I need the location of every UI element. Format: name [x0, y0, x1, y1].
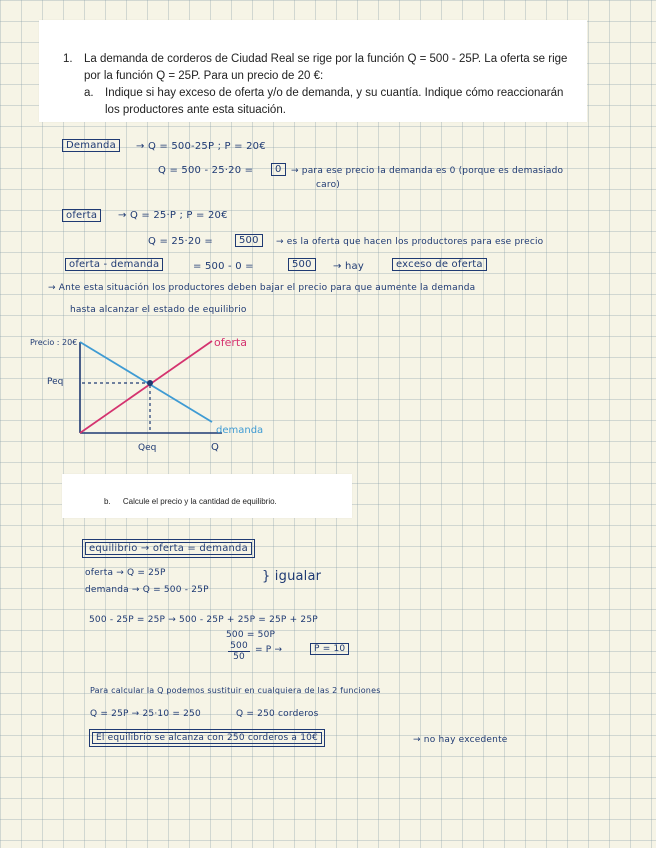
final-conclusion-box: El equilibrio se alcanza con 250 corderos a 10€	[92, 732, 322, 744]
demanda-label: Demanda	[62, 139, 120, 152]
q-axis-label: Q	[211, 442, 219, 453]
subquestion-b-text: Calcule el precio y la cantidad de equilibrio.	[122, 497, 277, 506]
equation-step-2: 500 = 50P	[226, 630, 276, 640]
fraction-denominator: 50	[233, 652, 245, 662]
diff-calc: = 500 - 0 =	[193, 261, 254, 272]
y-top-label: Precio : 20€	[30, 338, 78, 347]
diff-conclusion: exceso de oferta	[392, 258, 487, 271]
oferta-function: oferta → Q = 25P	[85, 568, 166, 578]
p-result: P = 10	[310, 643, 349, 655]
demanda-calc: Q = 500 - 25·20 =	[158, 165, 254, 176]
demanda-result: 0	[271, 163, 286, 176]
demanda-equation: → Q = 500-25P ; P = 20€	[136, 141, 266, 152]
qeq-label: Qeq	[138, 443, 157, 453]
oferta-label: oferta	[62, 209, 101, 222]
equilibrium-point	[147, 380, 153, 386]
final-note: → no hay excedente	[413, 735, 508, 745]
reaction-line-1: → Ante esta situación los productores deben bajar el precio para que aumente la demanda	[48, 283, 476, 293]
subquestion-b-label: b.	[104, 497, 111, 506]
question-line-1: La demanda de corderos de Ciudad Real se rige por la función Q = 500 - 25P. La oferta se rige	[84, 53, 568, 65]
subquestion-a-label: a.	[84, 87, 94, 99]
demanda-note-2: caro)	[316, 180, 340, 190]
igualar-note: } igualar	[262, 569, 322, 584]
equilibrio-box: equilibrio → oferta = demanda	[85, 542, 252, 555]
peq-label: Peq	[47, 377, 64, 387]
diff-label: oferta - demanda	[65, 258, 163, 271]
question-line-2: por la función Q = 25P. Para un precio de 20 €:	[84, 70, 324, 82]
q-result: Q = 250 corderos	[236, 709, 319, 719]
oferta-result: 500	[235, 234, 263, 247]
question-card-2	[62, 474, 352, 518]
equation-step-3: = P →	[255, 645, 283, 655]
supply-demand-graph	[0, 328, 300, 458]
demanda-function: demanda → Q = 500 - 25P	[85, 585, 209, 595]
oferta-note: → es la oferta que hacen los productores para ese precio	[276, 237, 544, 247]
diff-arrow: → hay	[333, 261, 364, 272]
oferta-equation: → Q = 25·P ; P = 20€	[118, 210, 228, 221]
question-card-1	[39, 20, 587, 122]
subquestion-a-line-2: los productores ante esta situación.	[105, 104, 286, 116]
question-number: 1.	[63, 53, 73, 65]
reaction-line-2: hasta alcanzar el estado de equilibrio	[70, 305, 247, 315]
fraction-numerator: 500	[228, 641, 250, 652]
equation-step-1: 500 - 25P = 25P → 500 - 25P + 25P = 25P + 25P	[89, 615, 318, 625]
oferta-curve-label: oferta	[214, 336, 247, 349]
subquestion-a-line-1: Indique si hay exceso de oferta y/o de demanda, y su cuantía. Indique cómo reaccionarán	[105, 87, 564, 99]
diff-result: 500	[288, 258, 316, 271]
demanda-note: → para ese precio la demanda es 0 (porque es demasiado	[291, 166, 564, 176]
q-calculation: Q = 25P → 25·10 = 250	[90, 709, 201, 719]
subquestion-b	[104, 497, 277, 506]
demanda-curve-label: demanda	[216, 425, 264, 436]
equation-fraction	[228, 641, 250, 662]
para-calcular-note: Para calcular la Q podemos sustituir en cualquiera de las 2 funciones	[90, 686, 381, 695]
oferta-calc: Q = 25·20 =	[148, 236, 213, 247]
